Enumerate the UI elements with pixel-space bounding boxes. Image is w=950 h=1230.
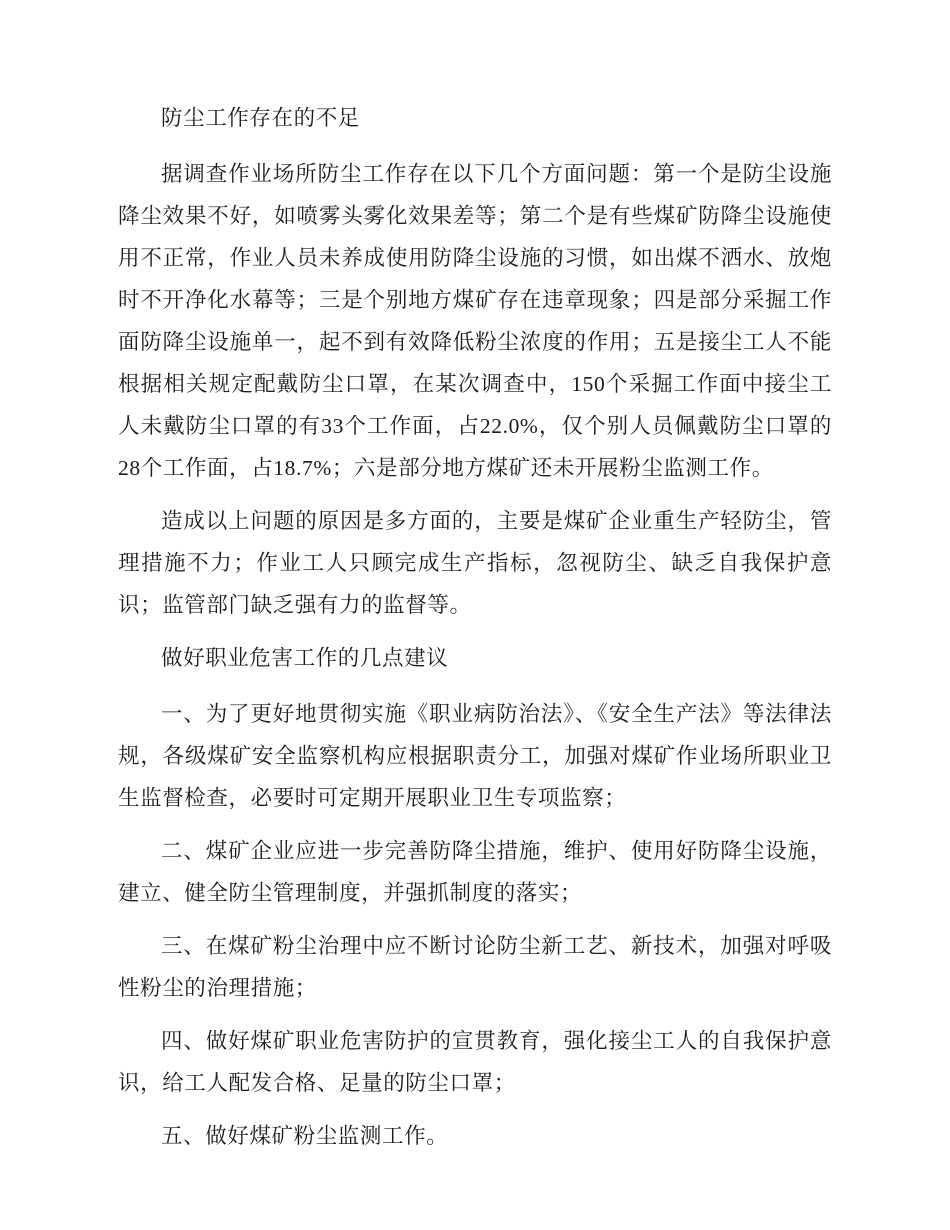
- paragraph-suggestion-five: 五、做好煤矿粉尘监测工作。: [161, 1124, 449, 1148]
- paragraph-suggestion-four: 四、做好煤矿职业危害防护的宣贯教育，强化接尘工人的自我保护意识，给工人配发合格、足量的防尘口罩；: [118, 1029, 832, 1095]
- paragraph-suggestion-two: 二、煤矿企业应进一步完善防降尘措施，维护、使用好防降尘设施，建立、健全防尘管理制度，并强抓制度的落实；: [118, 839, 832, 905]
- section-heading-dust-prevention-shortcomings: 防尘工作存在的不足: [161, 106, 360, 130]
- paragraph-suggestion-three: 三、在煤矿粉尘治理中应不断讨论防尘新工艺、新技术，加强对呼吸性粉尘的治理措施；: [118, 934, 832, 1000]
- document-body: [118, 95, 832, 1168]
- paragraph-survey-findings: 据调查作业场所防尘工作存在以下几个方面问题：第一个是防尘设施降尘效果不好，如喷雾头雾化效果差等；第二个是有些煤矿防降尘设施使用不正常，作业人员未养成使用防降尘设施的习惯，如出煤不洒水、放炮时不开净化水幕等；三是个别地方煤矿存在违章现象；四是部分采掘工作面防降尘设施单一，起不到有效降低粉尘浓度的作用；五是接尘工人不能根据相关规定配戴防尘口罩，在某次调查中，150个采掘工作面中接尘工人未戴防尘口罩的有33个工作面，占22.0%，仅个别人员佩戴防尘口罩的28个工作面，占18.7%；六是部分地方煤矿还未开展粉尘监测工作。: [118, 162, 832, 480]
- section-heading-suggestions: 做好职业危害工作的几点建议: [161, 646, 449, 670]
- paragraph-cause-analysis: 造成以上问题的原因是多方面的，主要是煤矿企业重生产轻防尘，管理措施不力；作业工人只顾完成生产指标，忽视防尘、缺乏自我保护意识；监管部门缺乏强有力的监督等。: [118, 509, 832, 617]
- paragraph-suggestion-one: 一、为了更好地贯彻实施《职业病防治法》、《安全生产法》等法律法规，各级煤矿安全监察机构应根据职责分工，加强对煤矿作业场所职业卫生监督检查，必要时可定期开展职业卫生专项监察；: [118, 702, 832, 810]
